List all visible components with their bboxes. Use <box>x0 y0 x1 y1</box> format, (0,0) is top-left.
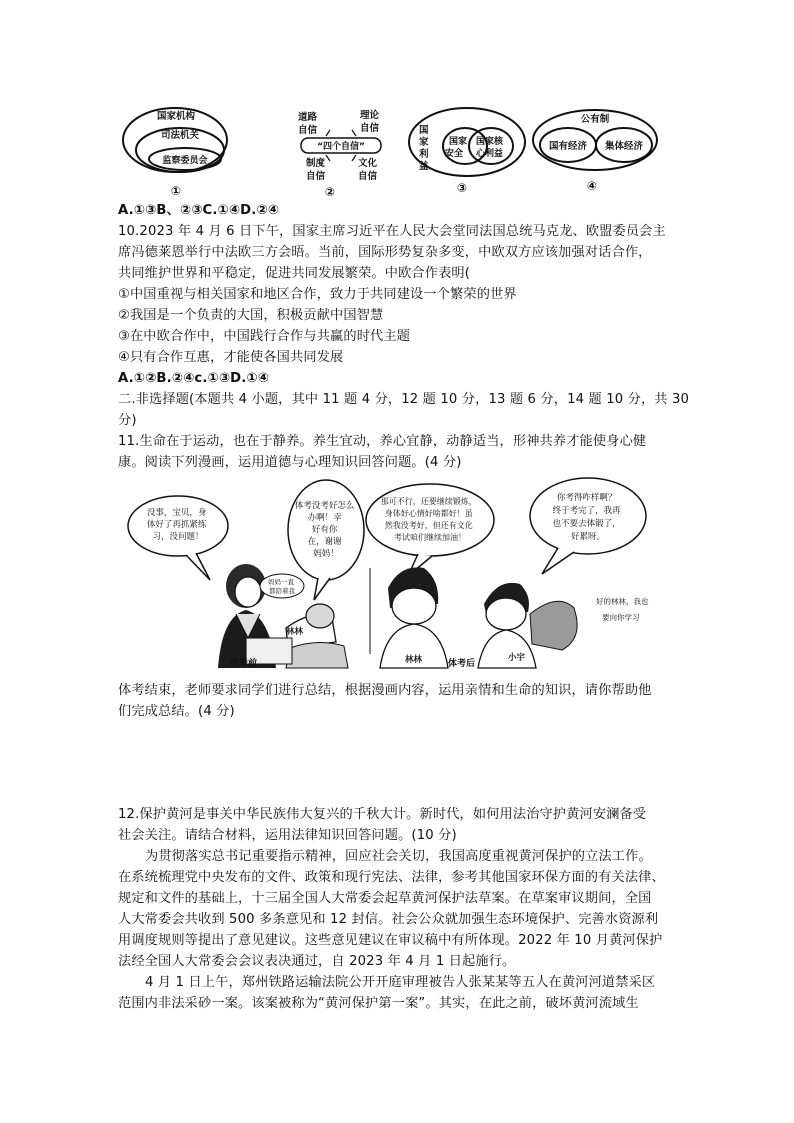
label-xiaoyu: 小宇 <box>508 653 526 663</box>
caption-before: 体考前 <box>230 659 258 669</box>
d4-left: 国有经济 <box>548 141 588 152</box>
d2-culture: 文化自信 <box>358 158 378 182</box>
q12-p2-line-2: 范围内非法采砂一案。该案被称为“黄河保护第一案”。其实，在此之前，破坏黄河流域生 <box>118 996 639 1011</box>
q12-line-1: 12.保护黄河是事关中华民族伟大复兴的千秋大计。新时代，如何用法治守护黄河安澜备受 <box>118 807 647 822</box>
d3-outer: 国家利益 <box>419 125 429 172</box>
speech-bubble-5 <box>596 596 651 622</box>
speech-bubble-3 <box>366 484 494 576</box>
d1-outer: 国家机构 <box>156 111 196 122</box>
d3-left: 国家安全 <box>445 137 468 159</box>
svg-text:好的林林，我也 要向你学习: 好的林林，我也 要向你学习 <box>596 597 649 622</box>
d1-middle: 司法机关 <box>160 130 200 141</box>
q12-p1-line-2: 在系统梳理党中央发布的文件、政策和现行宪法、法律，参考其他国家环保方面的有关法律、 <box>118 870 665 885</box>
xiaoyu-figure <box>478 583 577 668</box>
q10-options: A.①②B.②④c.①③D.①④ <box>118 371 270 386</box>
d3-right: 国家核心利益 <box>476 137 504 159</box>
q11-after-1: 体考结束，老师要求同学们进行总结，根据漫画内容，运用亲情和生命的知识，请你帮助他 <box>118 683 652 698</box>
q12-line-2: 社会关注。请结合材料，运用法律知识回答问题。(10 分) <box>118 828 457 843</box>
label-linlin-2: 林林 <box>405 655 423 665</box>
d1-number: ① <box>170 184 182 198</box>
caption-after: 体考后 <box>448 659 476 669</box>
d2-number: ② <box>324 185 336 199</box>
set-diagrams <box>120 100 680 202</box>
d2-theory: 理论自信 <box>360 110 380 134</box>
q10-item-4: ④只有合作互惠，才能使各国共同发展 <box>118 350 344 365</box>
q12-p2-line-1: 4 月 1 日上午，郑州铁路运输法院公开开庭审理被告人张某某等五人在黄河河道禁采区 <box>145 975 656 990</box>
label-linlin-1: 林林 <box>286 627 304 637</box>
q10-item-1: ①中国重视与相关国家和地区合作，致力于共同建设一个繁荣的世界 <box>118 287 517 302</box>
diagram-3 <box>409 108 525 195</box>
d3-number: ③ <box>456 181 468 195</box>
svg-text:妈妈一直 都陪着我: 妈妈一直 都陪着我 <box>267 578 295 595</box>
q12-p1-line-3: 规定和文件的基础上，十三届全国人大常委会起草黄河保护法草案。在草案审议期间，全国 <box>118 891 652 906</box>
q10-item-3: ③在中欧合作中，中国践行合作与共赢的时代主题 <box>118 329 411 344</box>
diagram-1 <box>123 108 227 198</box>
d4-number: ④ <box>586 179 598 193</box>
linlin-figure-2 <box>380 567 448 668</box>
svg-text:体考没考好怎么 办啊！幸: 体考没考好怎么 办啊！幸 好有你 在，谢谢 妈妈！ <box>294 501 355 559</box>
svg-text:你考得咋样啊？ 终于考完了，我再: 你考得咋样啊？ 终于考完了，我再 也不要去体锻了， 好累呀。 <box>552 493 621 542</box>
q11-after-2: 们完成总结。(4 分) <box>118 704 235 719</box>
q11-line-1: 11.生命在于运动，也在于静养。养生宜动，养心宜静，动静适当，形神共养才能使身心健 <box>118 434 647 449</box>
section2-line-2: 分) <box>118 413 137 428</box>
svg-text:没事，宝贝，身 体好了再抓紧练: 没事，宝贝，身 体好了再抓紧练 习，没问题！ <box>146 508 207 542</box>
q10-line-1: 10.2023 年 4 月 6 日下午，国家主席习近平在人民大会堂同法国总统马克龙、欧盟委员会主 <box>118 224 666 239</box>
q10-line-3: 共同维护世界和平稳定，促进共同发展繁荣。中欧合作表明( <box>118 266 471 281</box>
d1-inner: 监察委员会 <box>162 156 208 166</box>
comic-strip <box>118 468 673 676</box>
q10-line-2: 席冯德莱恩举行中法欧三方会晤。当前，国际形势复杂多变，中欧双方应该加强对话合作， <box>118 245 652 260</box>
d2-system: 制度自信 <box>306 158 326 182</box>
speech-bubble-4 <box>530 478 646 574</box>
diagram-2 <box>298 109 381 199</box>
d4-right: 集体经济 <box>604 141 644 152</box>
q12-p1-line-6: 法经全国人大常委会会议表决通过，自 2023 年 4 月 1 日起施行。 <box>118 954 516 969</box>
q12-p1-line-4: 人大常委会共收到 500 多条意见和 12 封信。社会公众就加强生态环境保护、完善水资源利 <box>118 912 659 927</box>
svg-text:那可不行，还要继续锻炼， 身体好心情好啥: 那可不行，还要继续锻炼， 身体好心情好啥都好！虽 然我没考好，但还有文化 考试咱们继续加油！ <box>380 497 477 542</box>
d2-road: 道路自信 <box>298 112 318 136</box>
q11-line-2: 康。阅读下列漫画，运用道德与心理知识回答问题。(4 分) <box>118 455 462 470</box>
q12-p1-line-5: 用调度规则等提出了意见建议。这些意见建议在审议稿中有所体现。2022 年 10 月黄河保护 <box>118 933 663 948</box>
q12-p1-line-1: 为贯彻落实总书记重要指示精神，回应社会关切，我国高度重视黄河保护的立法工作。 <box>145 849 652 864</box>
d2-center: “四个自信” <box>317 142 365 152</box>
small-speech-note <box>260 574 304 598</box>
section2-line-1: 二.非选择题(本题共 4 小题，其中 11 题 4 分，12 题 10 分，13 题 6 分，14 题 10 分，共 30 <box>118 392 690 407</box>
d4-top: 公有制 <box>580 114 610 125</box>
speech-bubble-1 <box>128 496 228 580</box>
q10-item-2: ②我国是一个负责的大国，积极贡献中国智慧 <box>118 308 384 323</box>
q9-options: A.①③B、②③C.①④D.②④ <box>118 203 280 218</box>
diagram-4 <box>533 110 657 193</box>
